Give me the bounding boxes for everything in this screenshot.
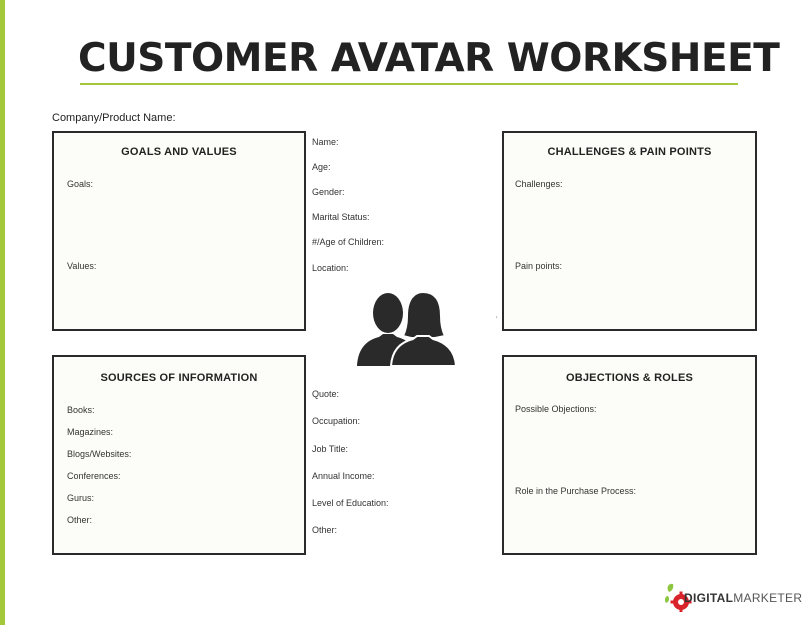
goals-label: Goals: <box>67 179 94 189</box>
challenges-pain-points-heading: CHALLENGES & PAIN POINTS <box>547 146 712 158</box>
pain-points-label: Pain points: <box>515 261 563 271</box>
values-label: Values: <box>67 261 97 271</box>
page-title: CUSTOMER AVATAR WORKSHEET <box>78 36 780 81</box>
logo-text-digital: DIGITAL <box>684 591 734 605</box>
annual-income-label: Annual Income: <box>312 471 375 481</box>
location-label: Location: <box>312 263 349 273</box>
gender-label: Gender: <box>312 187 345 197</box>
children-label: #/Age of Children: <box>312 237 385 247</box>
objections-and-roles-heading: OBJECTIONS & ROLES <box>565 372 694 384</box>
possible-objections-label: Possible Objections: <box>515 404 597 414</box>
sources-of-information-heading: SOURCES OF INFORMATION <box>100 372 258 384</box>
challenges-label: Challenges: <box>515 179 563 189</box>
sources-other-label: Other: <box>67 515 93 525</box>
level-of-education-label: Level of Education: <box>312 498 389 508</box>
left-accent-rule <box>0 0 5 625</box>
challenges-pain-points-box <box>502 131 757 331</box>
objections-and-roles-box <box>502 355 757 555</box>
role-in-purchase-process-label: Role in the Purchase Process: <box>515 486 637 496</box>
books-label: Books: <box>67 405 95 415</box>
conferences-label: Conferences: <box>67 471 121 481</box>
digitalmarketer-logo-text <box>684 591 802 605</box>
sources-of-information-box <box>52 355 306 555</box>
company-product-name-label: Company/Product Name: <box>52 112 176 124</box>
stray-mark: ʼ <box>496 317 498 324</box>
name-label: Name: <box>312 137 339 147</box>
demographics-other-label: Other: <box>312 525 338 535</box>
goals-and-values-box <box>52 131 306 331</box>
marital-status-label: Marital Status: <box>312 212 370 222</box>
blogs-websites-label: Blogs/Websites: <box>67 449 132 459</box>
goals-and-values-heading: GOALS AND VALUES <box>121 146 237 158</box>
magazines-label: Magazines: <box>67 427 114 437</box>
quote-label: Quote: <box>312 389 340 399</box>
two-person-silhouette-icon <box>355 290 459 368</box>
title-underline <box>80 83 738 85</box>
age-label: Age: <box>312 162 331 172</box>
gurus-label: Gurus: <box>67 493 95 503</box>
job-title-label: Job Title: <box>312 444 349 454</box>
logo-text-marketer: MARKETER <box>733 591 803 605</box>
occupation-label: Occupation: <box>312 416 361 426</box>
